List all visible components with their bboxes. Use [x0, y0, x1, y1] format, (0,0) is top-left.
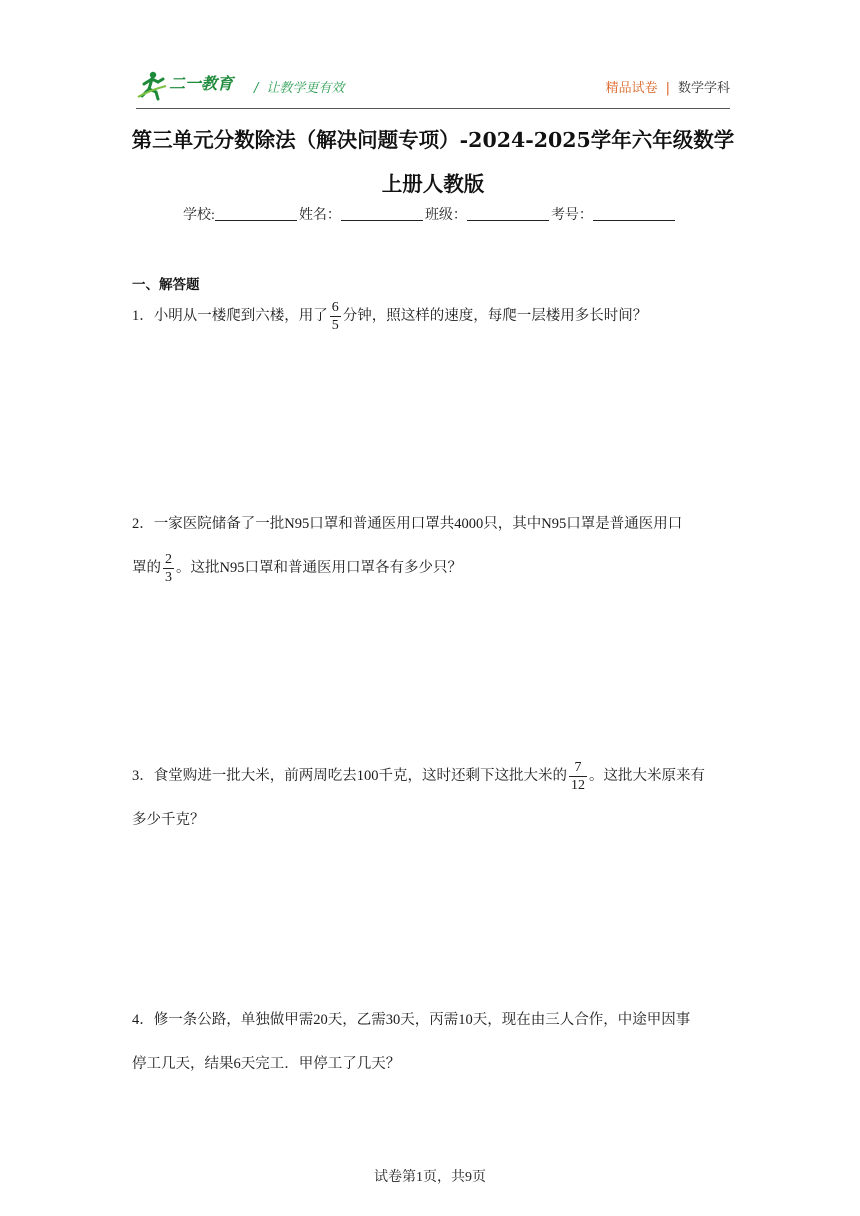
page-title: 第三单元分数除法（解决问题专项）-2024-2025学年六年级数学上册人教版	[131, 128, 735, 196]
school-blank[interactable]	[215, 206, 297, 221]
question-3	[132, 754, 732, 842]
question-2	[132, 502, 732, 590]
fraction-numerator: 7	[569, 761, 587, 777]
fraction	[569, 761, 587, 793]
question-text: 2．一家医院储备了一批N95口罩和普通医用口罩共4000只，其中N95口罩是普通医用口	[132, 516, 683, 532]
header-rule	[136, 108, 730, 109]
fraction-numerator: 2	[165, 551, 172, 567]
question-text: 分钟，照这样的速度，每爬一层楼用多长时间？	[342, 308, 648, 324]
fraction	[163, 553, 174, 585]
exam-no-label: 考号：	[550, 208, 593, 223]
question-text: 4．修一条公路，单独做甲需20天，乙需30天，丙需10天，现在由三人合作，中途甲因事	[132, 1012, 691, 1028]
question-1	[132, 294, 732, 338]
question-text: 。这批大米原来有	[589, 768, 705, 784]
header-tags	[606, 77, 730, 96]
exam-no-blank[interactable]	[593, 206, 675, 221]
class-label: 班级：	[424, 208, 467, 223]
name-blank[interactable]	[341, 206, 423, 221]
fraction-denominator: 5	[331, 317, 339, 333]
school-label: 学校:	[183, 208, 215, 223]
question-text: 多少千克？	[132, 812, 205, 828]
question-text: 。这批N95口罩和普通医用口罩各有多少只？	[176, 560, 462, 576]
question-text: 3．食堂购进一批大米，前两周吃去100千克，这时还剩下这批大米的	[132, 768, 567, 784]
student-info-line	[0, 204, 860, 224]
fraction-denominator: 3	[165, 569, 172, 585]
question-text: 停工几天，结果6天完工．甲停工了几天？	[132, 1056, 401, 1072]
question-text: 1．小明从一楼爬到六楼，用了	[132, 308, 328, 324]
tag-separator: |	[665, 81, 670, 96]
slogan	[254, 77, 344, 96]
question-4	[132, 998, 732, 1086]
slogan-slash: /	[254, 81, 259, 96]
tag-quality: 精品试卷	[605, 81, 658, 96]
page-header	[136, 68, 730, 104]
name-label: 姓名：	[298, 208, 341, 223]
fraction	[330, 301, 341, 333]
brand-name: 二一教育	[169, 74, 234, 93]
fraction-numerator: 6	[331, 299, 339, 315]
question-text: 罩的	[132, 560, 161, 576]
fraction-denominator: 12	[571, 777, 585, 793]
slogan-text: 让教学更有效	[266, 81, 345, 96]
tag-subject: 数学学科	[677, 81, 730, 96]
page-footer: 试卷第1页，共9页	[374, 1170, 486, 1185]
class-blank[interactable]	[467, 206, 549, 221]
section-title: 一、解答题	[132, 277, 200, 293]
